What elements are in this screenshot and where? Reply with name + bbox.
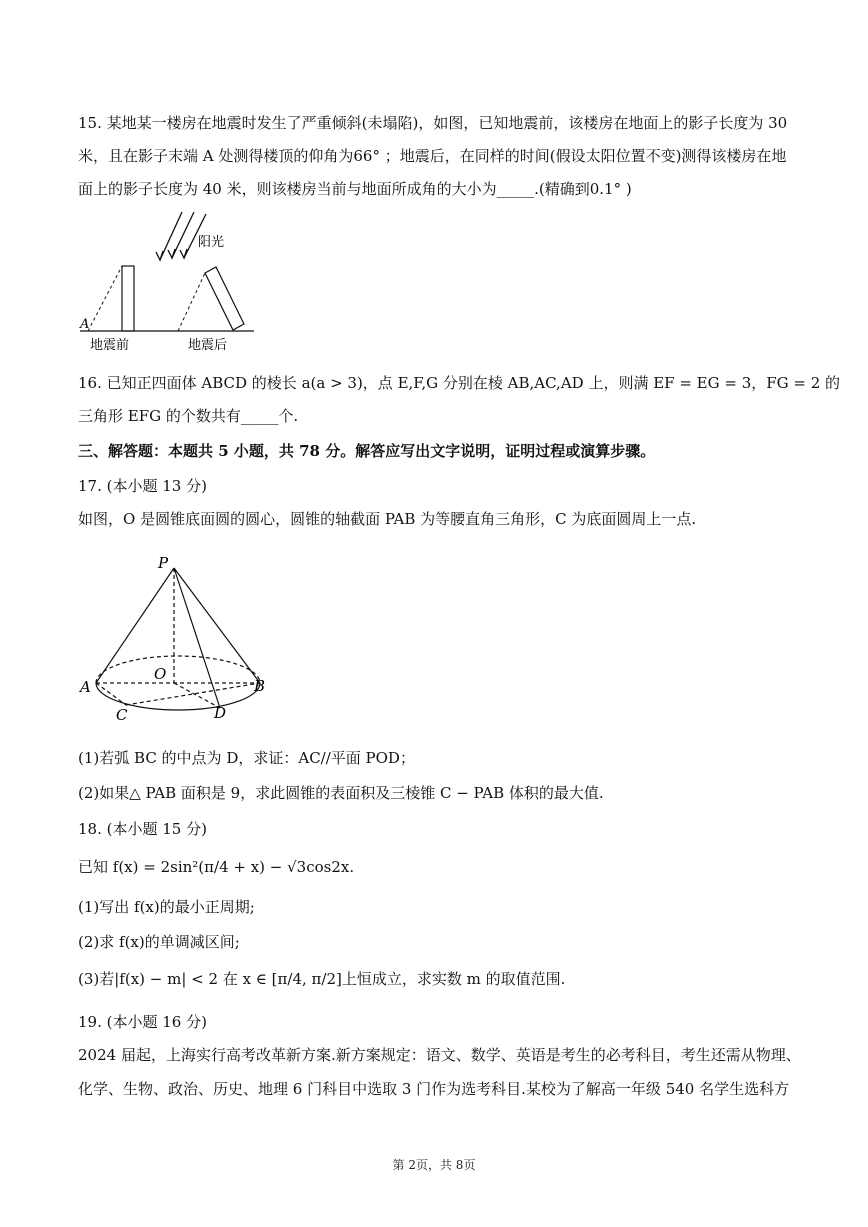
segment-ac xyxy=(96,683,126,705)
label-after: 地震后 xyxy=(188,338,228,353)
q19-line1: 2024 届起，上海实行高考改革新方案.新方案规定：语文、数学、英语是考生的必考科目，考生还需从物理、 xyxy=(78,1046,801,1064)
q19-line2: 化学、生物、政治、历史、地理 6 门科目中选取 3 门作为选考科目.某校为了解高一年级 540 名学生选科方 xyxy=(78,1080,790,1098)
building-before xyxy=(122,266,134,331)
sun-label: 阳光 xyxy=(198,235,225,250)
cone-base-back xyxy=(96,656,260,683)
q17-part2: (2)如果△ PAB 面积是 9，求此圆锥的表面积及三棱锥 C − PAB 体积的最大值. xyxy=(78,784,604,802)
sight-line-after xyxy=(178,273,205,331)
sight-line-before xyxy=(88,266,122,331)
label-p: P xyxy=(158,554,169,572)
label-a: A xyxy=(80,678,91,696)
label-c: C xyxy=(116,706,128,724)
q17-part1: (1)若弧 BC 的中点为 D，求证：AC//平面 POD； xyxy=(78,749,415,767)
q19-header: 19. (本小题 16 分) xyxy=(78,1013,207,1031)
label-d: D xyxy=(214,704,227,722)
label-o: O xyxy=(154,665,167,683)
q17-header: 17. (本小题 13 分) xyxy=(78,477,207,495)
label-before: 地震前 xyxy=(90,338,130,353)
building-after xyxy=(205,267,244,330)
q18-stem: 已知 f(x) = 2sin²(π/4 + x) − √3cos2x. xyxy=(78,858,355,876)
q18-header: 18. (本小题 15 分) xyxy=(78,820,207,838)
q18-part2: (2)求 f(x)的单调减区间; xyxy=(78,933,240,951)
q18-part1: (1)写出 f(x)的最小正周期; xyxy=(78,898,255,916)
q15-line3: 面上的影子长度为 40 米，则该楼房当前与地面所成角的大小为_____.(精确到0.1° ) xyxy=(78,180,632,198)
q18-part3: (3)若|f(x) − m| < 2 在 x ∈ [π/4, π/2]上恒成立，求实数 m 的取值范围. xyxy=(78,970,566,988)
q17-cone-figure xyxy=(78,548,278,728)
point-a-label: A xyxy=(80,317,90,332)
q16-line1: 16. 已知正四面体 ABCD 的棱长 a(a > 3)，点 E,F,G 分别在棱 AB,AC,AD 上，则满 EF = EG = 3，FG = 2 的 xyxy=(78,374,841,392)
q15-line1: 15. 某地某一楼房在地震时发生了严重倾斜(未塌陷)，如图，已知地震前，该楼房在地面上的影子长度为 30 xyxy=(78,114,788,132)
q16-line2: 三角形 EFG 的个数共有_____个. xyxy=(78,407,299,425)
q17-stem: 如图，O 是圆锥底面圆的圆心，圆锥的轴截面 PAB 为等腰直角三角形，C 为底面圆周上一点. xyxy=(78,510,697,528)
section-3-heading: 三、解答题：本题共 5 小题，共 78 分。解答应写出文字说明，证明过程或演算步骤。 xyxy=(78,442,656,460)
label-b: B xyxy=(254,677,266,695)
page-footer: 第 2页，共 8页 xyxy=(392,1158,476,1172)
q15-building-figure xyxy=(70,210,270,360)
q15-line2: 米，且在影子末端 A 处测得楼顶的仰角为66° ；地震后，在同样的时间(假设太阳位置不变)测得该楼房在地 xyxy=(78,147,787,165)
edge-pb xyxy=(174,568,260,683)
